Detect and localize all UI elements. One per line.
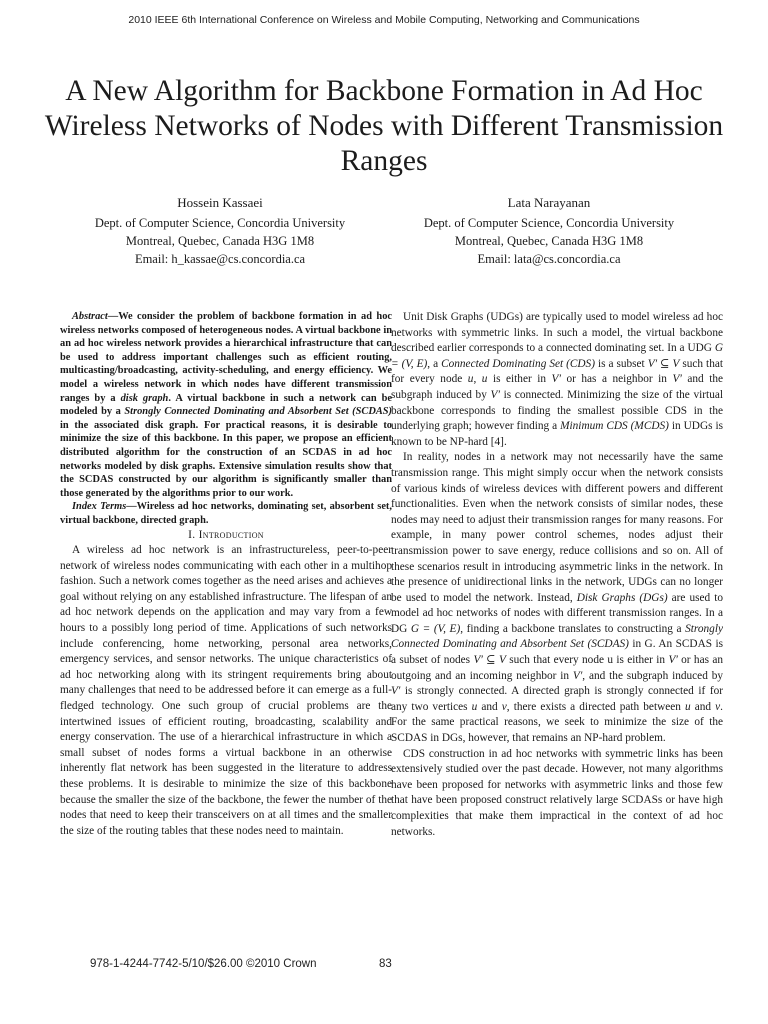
author-name: Hossein Kassaei (177, 195, 263, 210)
math-inline: u (481, 373, 488, 386)
abstract-text: —We consider the problem of backbone formation in ad hoc wireless networks composed of heterogeneous nodes. A virtual backbone in an ad hoc wireless network provides a hierarchical infrastructure that can be used to address important challenges such as efficient routing, multicasting/broadcasting, activity-scheduling, and energy efficiency. We model a wireless network in which nodes have different transmission ranges by a (60, 311, 392, 404)
math-inline: u (471, 700, 478, 713)
author-block-2 (384, 194, 714, 268)
author-email: Email: h_kassae@cs.concordia.ca (134, 252, 306, 266)
author-dept: Dept. of Computer Science, Concordia University (423, 216, 675, 230)
math-inline: V′ (551, 373, 561, 386)
abstract-emphasis: Strongly Connected Dominating and Absorbent Set (SCDAS) (124, 406, 392, 418)
author-address: Montreal, Quebec, Canada H3G 1M8 (454, 234, 644, 248)
text-span: . For the same practical reasons, we seek to minimize the size of the SCDAS in DGs, however, that remains an NP-hard problem. (391, 700, 723, 745)
math-inline: V′ (668, 654, 678, 667)
text-span: or has an outgoing and an incoming neighbor in (391, 654, 723, 682)
body-paragraph (391, 310, 723, 450)
emphasis: Strongly Connected Dominating and Absorbent Set (SCDAS) (391, 622, 723, 651)
emphasis: Disk Graphs (DGs) (576, 591, 668, 604)
text-span: is strongly connected. A directed graph is strongly connected if for any two vertices (391, 685, 723, 713)
text-span: , (473, 373, 482, 386)
math-inline: u (467, 373, 474, 386)
text-span: Unit Disk Graphs (UDGs) are typically used to model wireless ad hoc networks with symmetric links. In such a model, the virtual backbone described earlier corresponds to a connected dominating set. In a UDG (391, 311, 723, 355)
math-inline: G = (V, E) (391, 342, 723, 370)
index-terms (60, 500, 392, 527)
text-span: such that every node u is either in (505, 654, 669, 667)
math-inline: v (501, 700, 507, 713)
text-span: , finding a backbone translates to constructing a (460, 622, 686, 635)
text-span: in G. An SCDAS is a subset of nodes (391, 638, 723, 667)
conference-header: 2010 IEEE 6th International Conference on Wireless and Mobile Computing, Networking and Communications (128, 14, 640, 26)
body-paragraph (391, 450, 723, 746)
text-span: such that for every node (391, 357, 723, 386)
math-inline: u (685, 700, 691, 713)
text-span: In reality, nodes in a network may not necessarily have the same transmission range. This might simply occur when the network consists of various kinds of wireless devices with different powers and different functionalities. Even when the network consists of similar nodes, these nodes may need to adjust their transmission ranges for many reasons. For example, in many power control schemes, nodes adjust their transmission power to save energy, reduce collisions and so on. All of these scenarios result in introducing asymmetric links in the network. In the presence of unidirectional links in the network, UDGs can no longer be used to model the network. Instead, (391, 451, 723, 604)
index-terms-text: —Wireless ad hoc networks, dominating set, absorbent set, virtual backbone, directed graph. (60, 501, 392, 526)
math-inline: V′ (672, 373, 682, 386)
text-span: and (690, 700, 716, 713)
emphasis: Connected Dominating Set (CDS) (441, 357, 595, 370)
author-email: Email: lata@cs.concordia.ca (477, 252, 621, 266)
footer-isbn: 978-1-4244-7742-5/10/$26.00 ©2010 Crown (90, 958, 317, 970)
index-terms-label: Index Terms (72, 501, 127, 513)
author-dept: Dept. of Computer Science, Concordia University (94, 216, 346, 230)
text-span: in UDGs is known to be NP-hard [4]. (391, 420, 723, 448)
abstract-emphasis: disk graph (120, 392, 169, 404)
body-paragraph: CDS construction in ad hoc networks with symmetric links has been extensively studied over the past decade. However, not many algorithms have been proposed for networks with asymmetric links and those few that have been proposed construct relatively large SCDASs or have high complexities that make them impractical in the context of ad hoc networks. (391, 747, 723, 838)
left-column (60, 310, 392, 839)
text-span: and the subgraph induced by (391, 373, 723, 401)
author-name: Lata Narayanan (507, 195, 591, 210)
text-span: is either in (487, 373, 552, 386)
math-inline: V′ ⊆ V (473, 654, 506, 667)
author-address: Montreal, Quebec, Canada H3G 1M8 (125, 234, 315, 248)
intro-paragraph: A wireless ad hoc network is an infrastructureless, peer-to-peer network of wireless nodes communicating with each other in a multihop fashion. Such a network comes together as the need arises and achieves a goal without relying on any established infrastructure. The lifespan of an ad hoc network depends on the application and may vary from a few hours to a possibly long period of time. Applications of such networks include conferencing, home networking, personal area networks, emergency services, and sensor networks. The unique characteristics of ad hoc networking along with its stringent requirements bring about many challenges that need to be addressed before it can emerge as a full-fledged technology. One such group of crucial problems are the intertwined issues of efficient routing, broadcasting, scalability and energy conservation. The use of a hierarchical infrastructure in which a small subset of nodes forms a virtual backbone in an otherwise inherently flat network has been suggested in the literature to address these problems. It is desirable to minimize the size of this backbone because the smaller the size of the backbone, the fewer the number of the nodes that need to keep their transceivers on at all times and the smaller the size of the routing tables that these nodes need to maintain. (60, 544, 392, 837)
text-span: and (477, 700, 502, 713)
abstract-label: Abstract (72, 311, 108, 322)
abstract (60, 310, 392, 500)
math-inline: v (715, 700, 721, 713)
text-span: , a (427, 357, 442, 370)
math-inline: G = (V, E) (410, 622, 461, 635)
text-span: , and the subgraph induced by (582, 669, 724, 682)
emphasis: Minimum CDS (MCDS) (560, 420, 669, 433)
right-column (391, 310, 723, 840)
text-span: are used to model ad hoc networks of nodes with different transmission ranges. In a DG (391, 591, 723, 635)
text-span: is connected. Minimizing the size of the virtual backbone corresponds to finding the smallest possible CDS in the underlying graph; however finding a (391, 388, 723, 433)
math-inline: V′ (572, 669, 583, 682)
text-span: or has a neighbor in (560, 373, 673, 386)
math-inline: V′ (391, 685, 401, 698)
math-inline: V′ ⊆ V (647, 357, 680, 370)
abstract-text: in the associated disk graph. For practical reasons, it is desirable to minimize the size of this backbone. In this paper, we propose an efficient distributed algorithm for the construction of an SCDAS in ad hoc networks modeled by disk graphs. Extensive simulation results show that the SCDAS constructed by our algorithm is significantly smaller than those generated by the algorithms prior to our work. (60, 419, 392, 499)
abstract-text: . A virtual backbone in such a network can be modeled by a (60, 392, 393, 418)
section-numeral: I. (188, 528, 199, 541)
section-title: Introduction (198, 528, 264, 541)
author-block-1 (55, 194, 385, 268)
text-span: , there exists a directed path between (506, 700, 685, 713)
math-inline: V′ (490, 388, 500, 401)
page-number: 83 (379, 958, 392, 970)
paper-title: A New Algorithm for Backbone Formation in Ad Hoc Wireless Networks of Nodes with Different Transmission Ranges (44, 75, 724, 177)
text-span: is a subset (594, 357, 648, 370)
section-heading (60, 528, 392, 544)
